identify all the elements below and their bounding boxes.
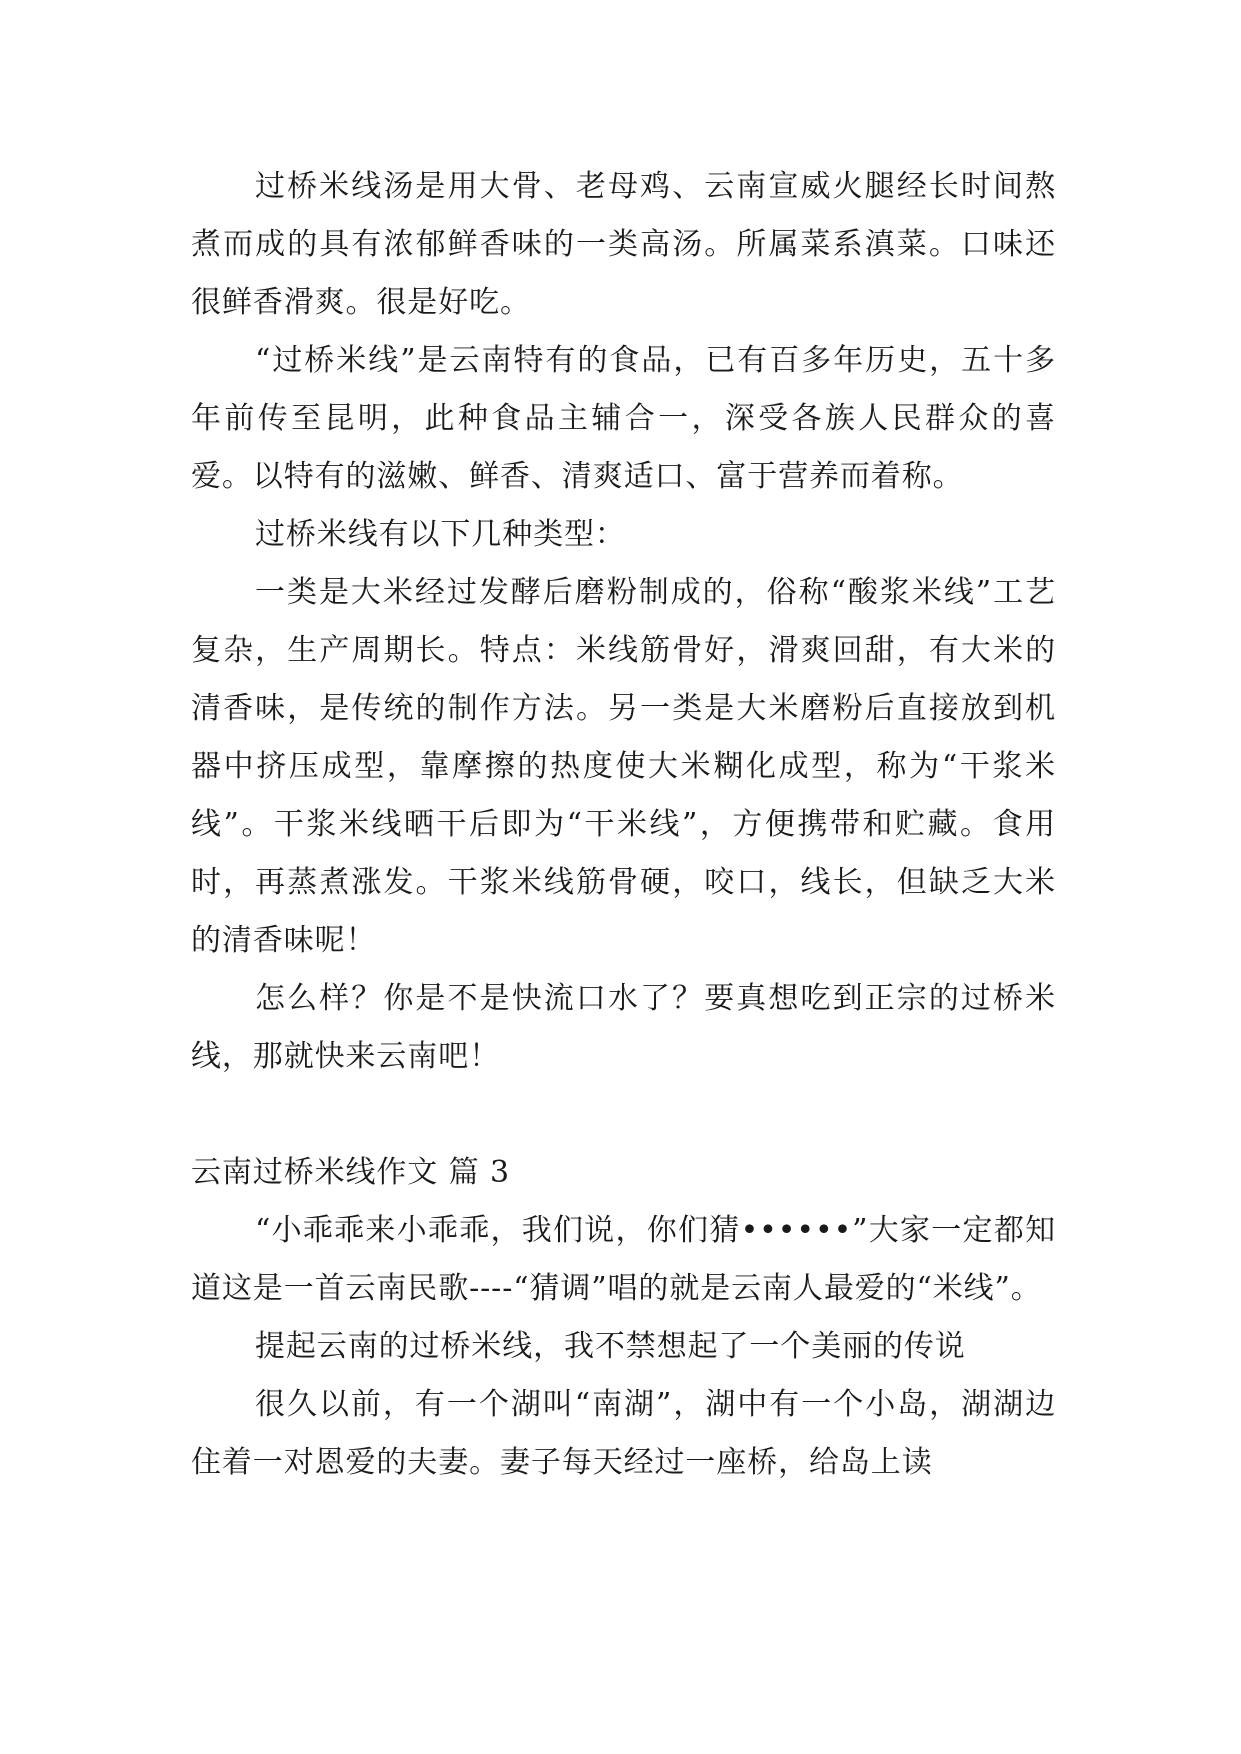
document-body [191,158,1056,1492]
paragraph-legend-intro: 提起云南的过桥米线，我不禁想起了一个美丽的传说 [255,1329,966,1364]
paragraph-soup-description: 过桥米线汤是用大骨、老母鸡、云南宣威火腿经长时间熬煮而成的具有浓郁鲜香味的一类高汤。所属菜系滇菜。口味还很鲜香滑爽。很是好吃。 [191,169,1056,320]
paragraph-folk-song: “小乖乖来小乖乖，我们说，你们猜••••••”大家一定都知道这是一首云南民歌----“猜调”唱的就是云南人最爱的“米线”。 [191,1213,1056,1306]
paragraph-legend-start: 很久以前，有一个湖叫“南湖”，湖中有一个小岛，湖湖边住着一对恩爱的夫妻。妻子每天经过一座桥，给岛上读 [191,1387,1056,1480]
paragraph-types-intro: 过桥米线有以下几种类型： [255,517,626,552]
section-heading: 云南过桥米线作文 篇 3 [191,1155,510,1190]
paragraph-invitation: 怎么样？你是不是快流口水了？要真想吃到正宗的过桥米线，那就快来云南吧！ [191,981,1056,1074]
paragraph-types-detail: 一类是大米经过发酵后磨粉制成的，俗称“酸浆米线”工艺复杂，生产周期长。特点：米线筋骨好，滑爽回甜，有大米的清香味，是传统的制作方法。另一类是大米磨粉后直接放到机器中挤压成型，靠摩擦的热度使大米糊化成型，称为“干浆米线”。干浆米线晒干后即为“干米线”，方便携带和贮藏。食用时，再蒸煮涨发。干浆米线筋骨硬，咬口，线长，但缺乏大米的清香味呢！ [191,575,1056,958]
paragraph-history: “过桥米线”是云南特有的食品，已有百多年历史，五十多年前传至昆明，此种食品主辅合一，深受各族人民群众的喜爱。以特有的滋嫩、鲜香、清爽适口、富于营养而着称。 [191,343,1056,494]
